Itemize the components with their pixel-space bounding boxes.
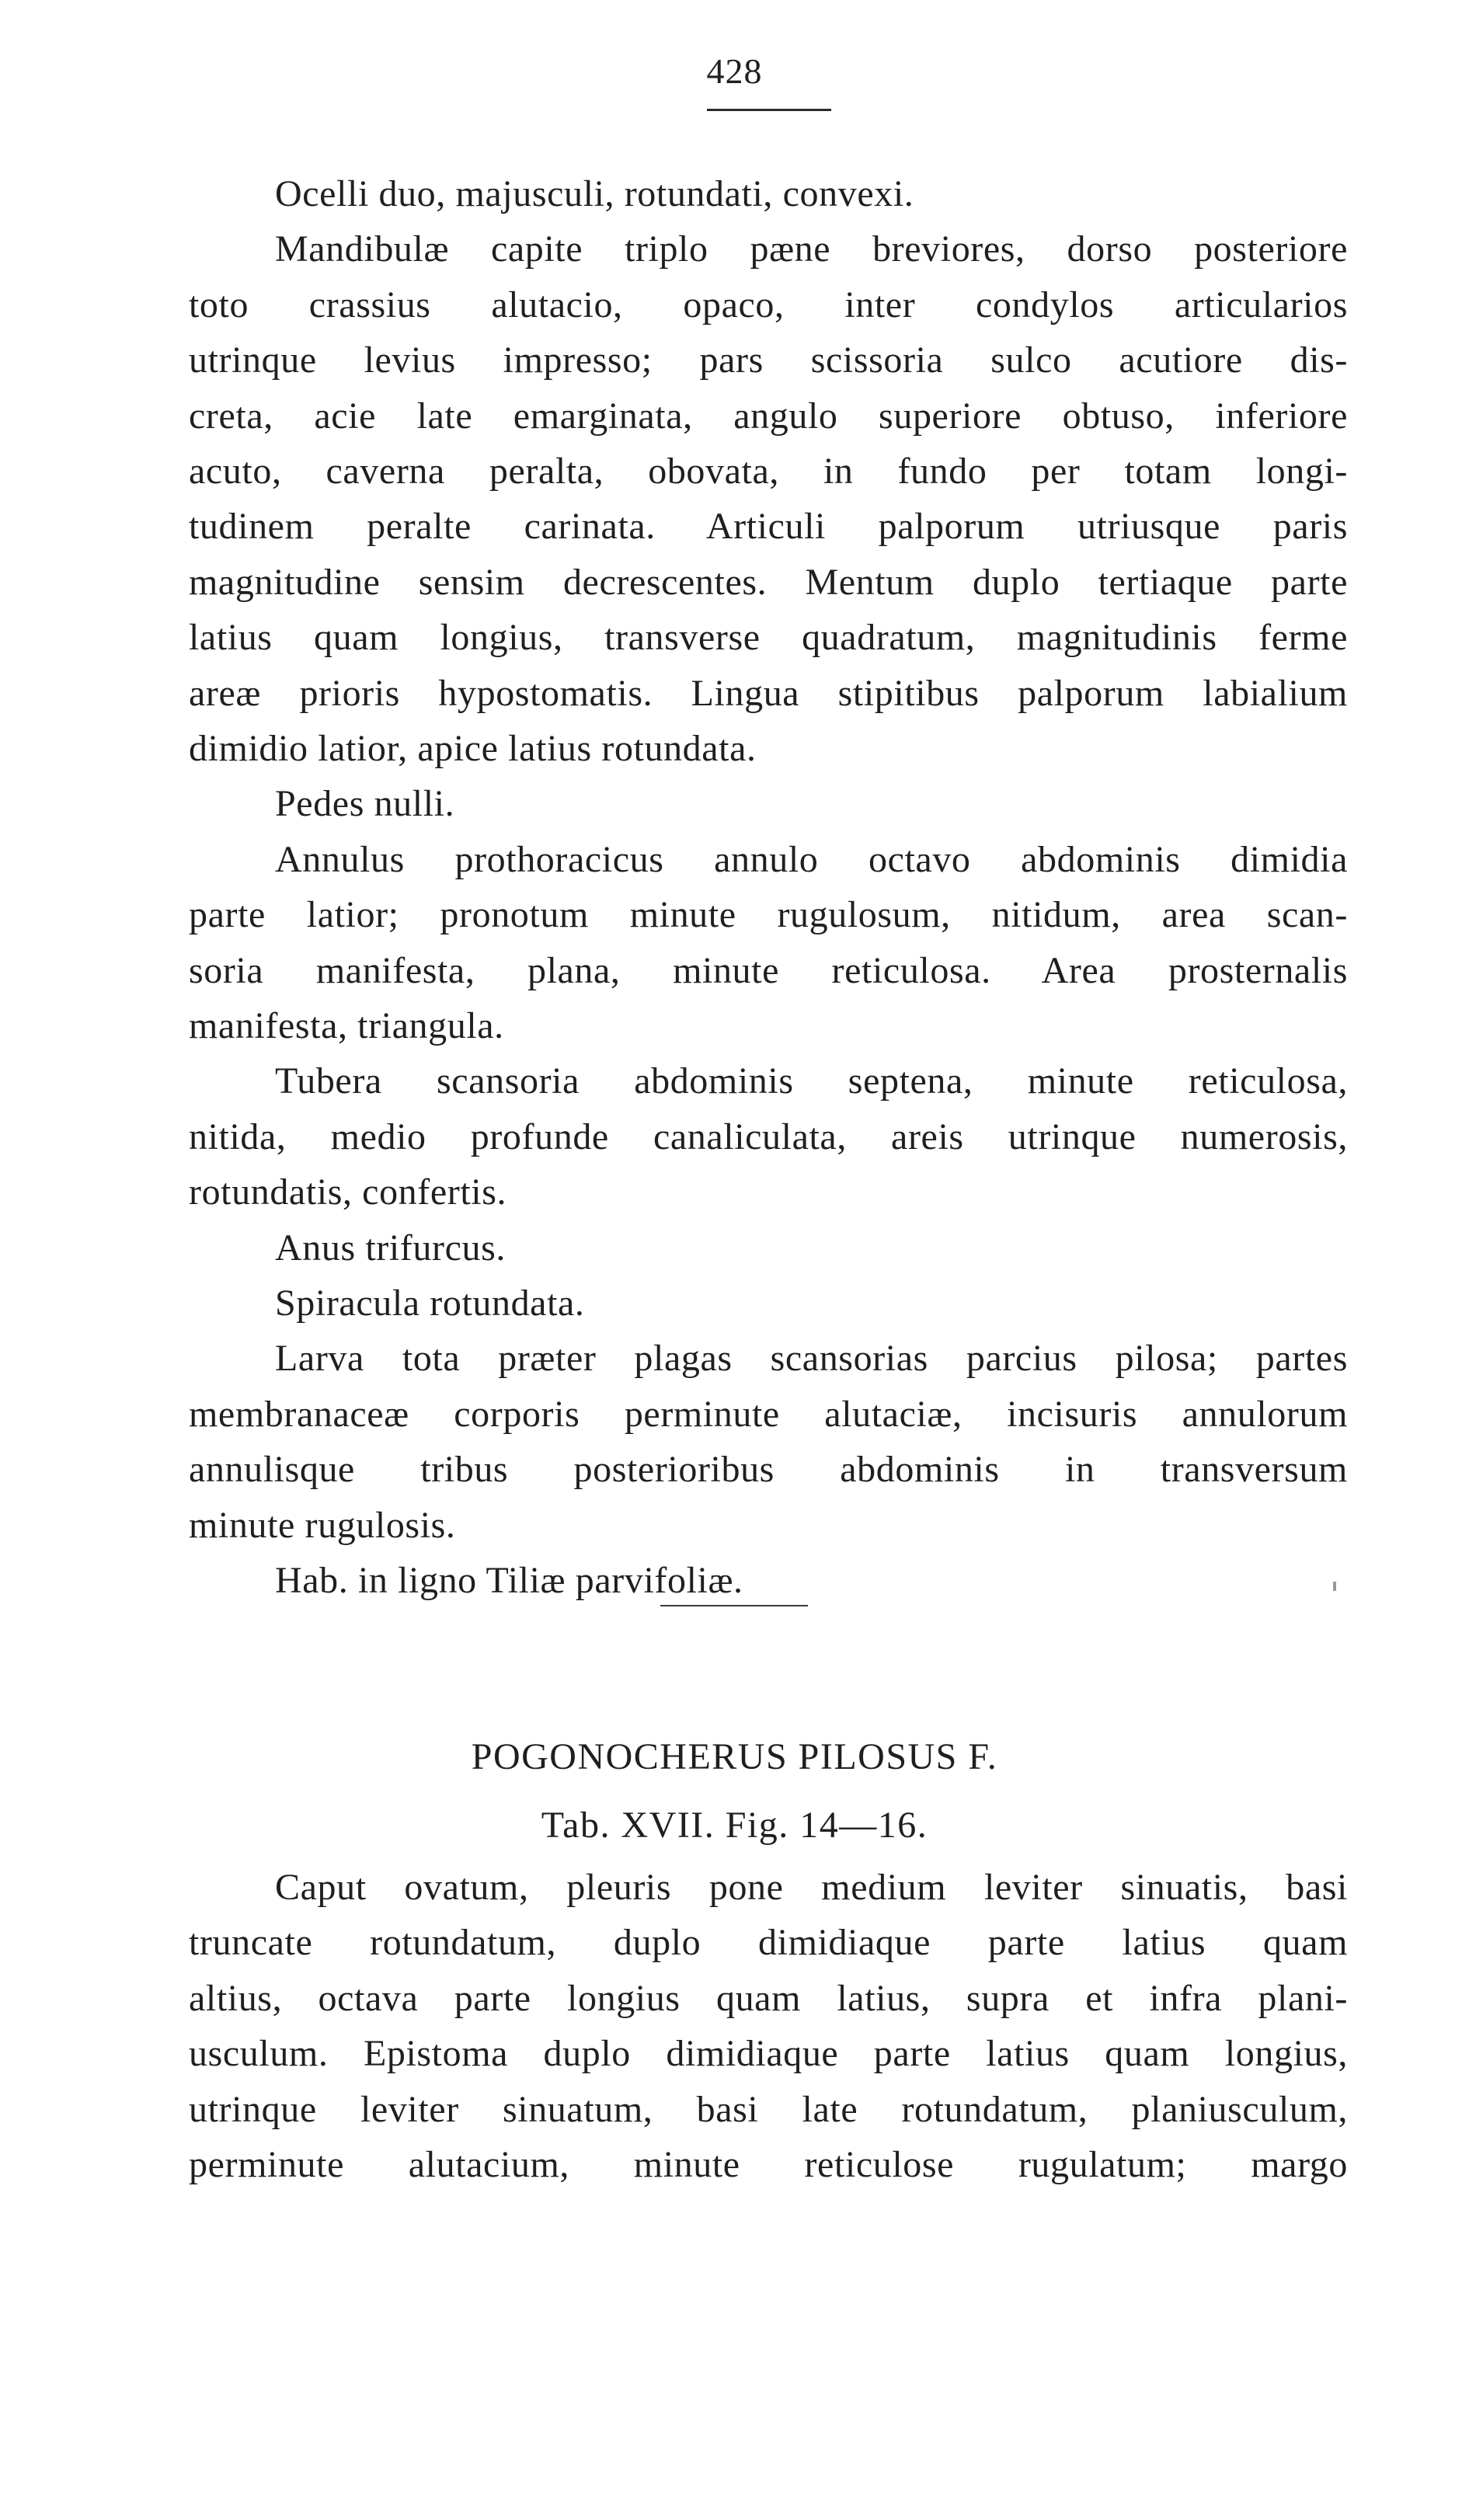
text-line: nitida, medio profunde canaliculata, areis utrinque numerosis, (189, 1116, 1348, 1157)
page-number: 428 (706, 51, 763, 91)
text-line: acuto, caverna peralta, obovata, in fundo per totam longi- (189, 451, 1348, 492)
paper-speck (1333, 1582, 1336, 1591)
text-line: Spiracula rotundata. (275, 1283, 585, 1324)
text-line: creta, acie late emarginata, angulo superiore obtuso, inferiore (189, 395, 1348, 437)
text-line: minute rugulosis. (189, 1504, 456, 1546)
text-line: areæ prioris hypostomatis. Lingua stipitibus palporum labialium (189, 672, 1348, 714)
text-line: Pedes nulli. (275, 783, 455, 825)
text-line: latius quam longius, transverse quadratum, magnitudinis ferme (189, 617, 1348, 659)
species-heading: POGONOCHERUS PILOSUS F. (471, 1736, 998, 1777)
page-number-underline (707, 109, 831, 111)
text-line: utrinque levius impresso; pars scissoria sulco acutiore dis- (189, 339, 1348, 381)
text-line: magnitudine sensim decrescentes. Mentum duplo tertiaque parte (189, 561, 1348, 603)
text-line: utrinque leviter sinuatum, basi late rotundatum, planiusculum, (189, 2088, 1348, 2130)
text-line: Ocelli duo, majusculi, rotundati, convexi. (275, 173, 914, 214)
text-line: toto crassius alutacio, opaco, inter condylos articularios (189, 284, 1348, 325)
text-line: manifesta, triangula. (189, 1005, 504, 1046)
text-line: Anus trifurcus. (275, 1227, 506, 1269)
text-line: parte latior; pronotum minute rugulosum, nitidum, area scan- (189, 894, 1348, 936)
text-line: Tubera scansoria abdominis septena, minute reticulosa, (275, 1060, 1348, 1102)
text-line: perminute alutacium, minute reticulose rugulatum; margo (189, 2144, 1348, 2185)
section-divider (660, 1605, 808, 1606)
text-line: Hab. in ligno Tiliæ parvifoliæ. (275, 1560, 743, 1601)
text-line: Mandibulæ capite triplo pæne breviores, dorso posteriore (275, 228, 1348, 270)
text-line: Annulus prothoracicus annulo octavo abdominis dimidia (275, 838, 1348, 880)
text-line: Caput ovatum, pleuris pone medium leviter sinuatis, basi (275, 1867, 1348, 1908)
text-line: altius, octava parte longius quam latius, supra et infra plani- (189, 1977, 1348, 2019)
text-line: Larva tota præter plagas scansorias parcius pilosa; partes (275, 1338, 1348, 1380)
plate-reference: Tab. XVII. Fig. 14—16. (541, 1805, 928, 1846)
text-line: soria manifesta, plana, minute reticulosa. Area prosternalis (189, 949, 1348, 991)
text-line: truncate rotundatum, duplo dimidiaque parte latius quam (189, 1922, 1348, 1964)
text-line: annulisque tribus posterioribus abdominis in transversum (189, 1449, 1348, 1491)
text-line: usculum. Epistoma duplo dimidiaque parte latius quam longius, (189, 2033, 1348, 2075)
text-line: dimidio latior, apice latius rotundata. (189, 728, 757, 769)
text-line: rotundatis, confertis. (189, 1171, 507, 1213)
text-line: tudinem peralte carinata. Articuli palporum utriusque paris (189, 506, 1348, 548)
text-line: membranaceæ corporis perminute alutaciæ, incisuris annulorum (189, 1393, 1348, 1435)
